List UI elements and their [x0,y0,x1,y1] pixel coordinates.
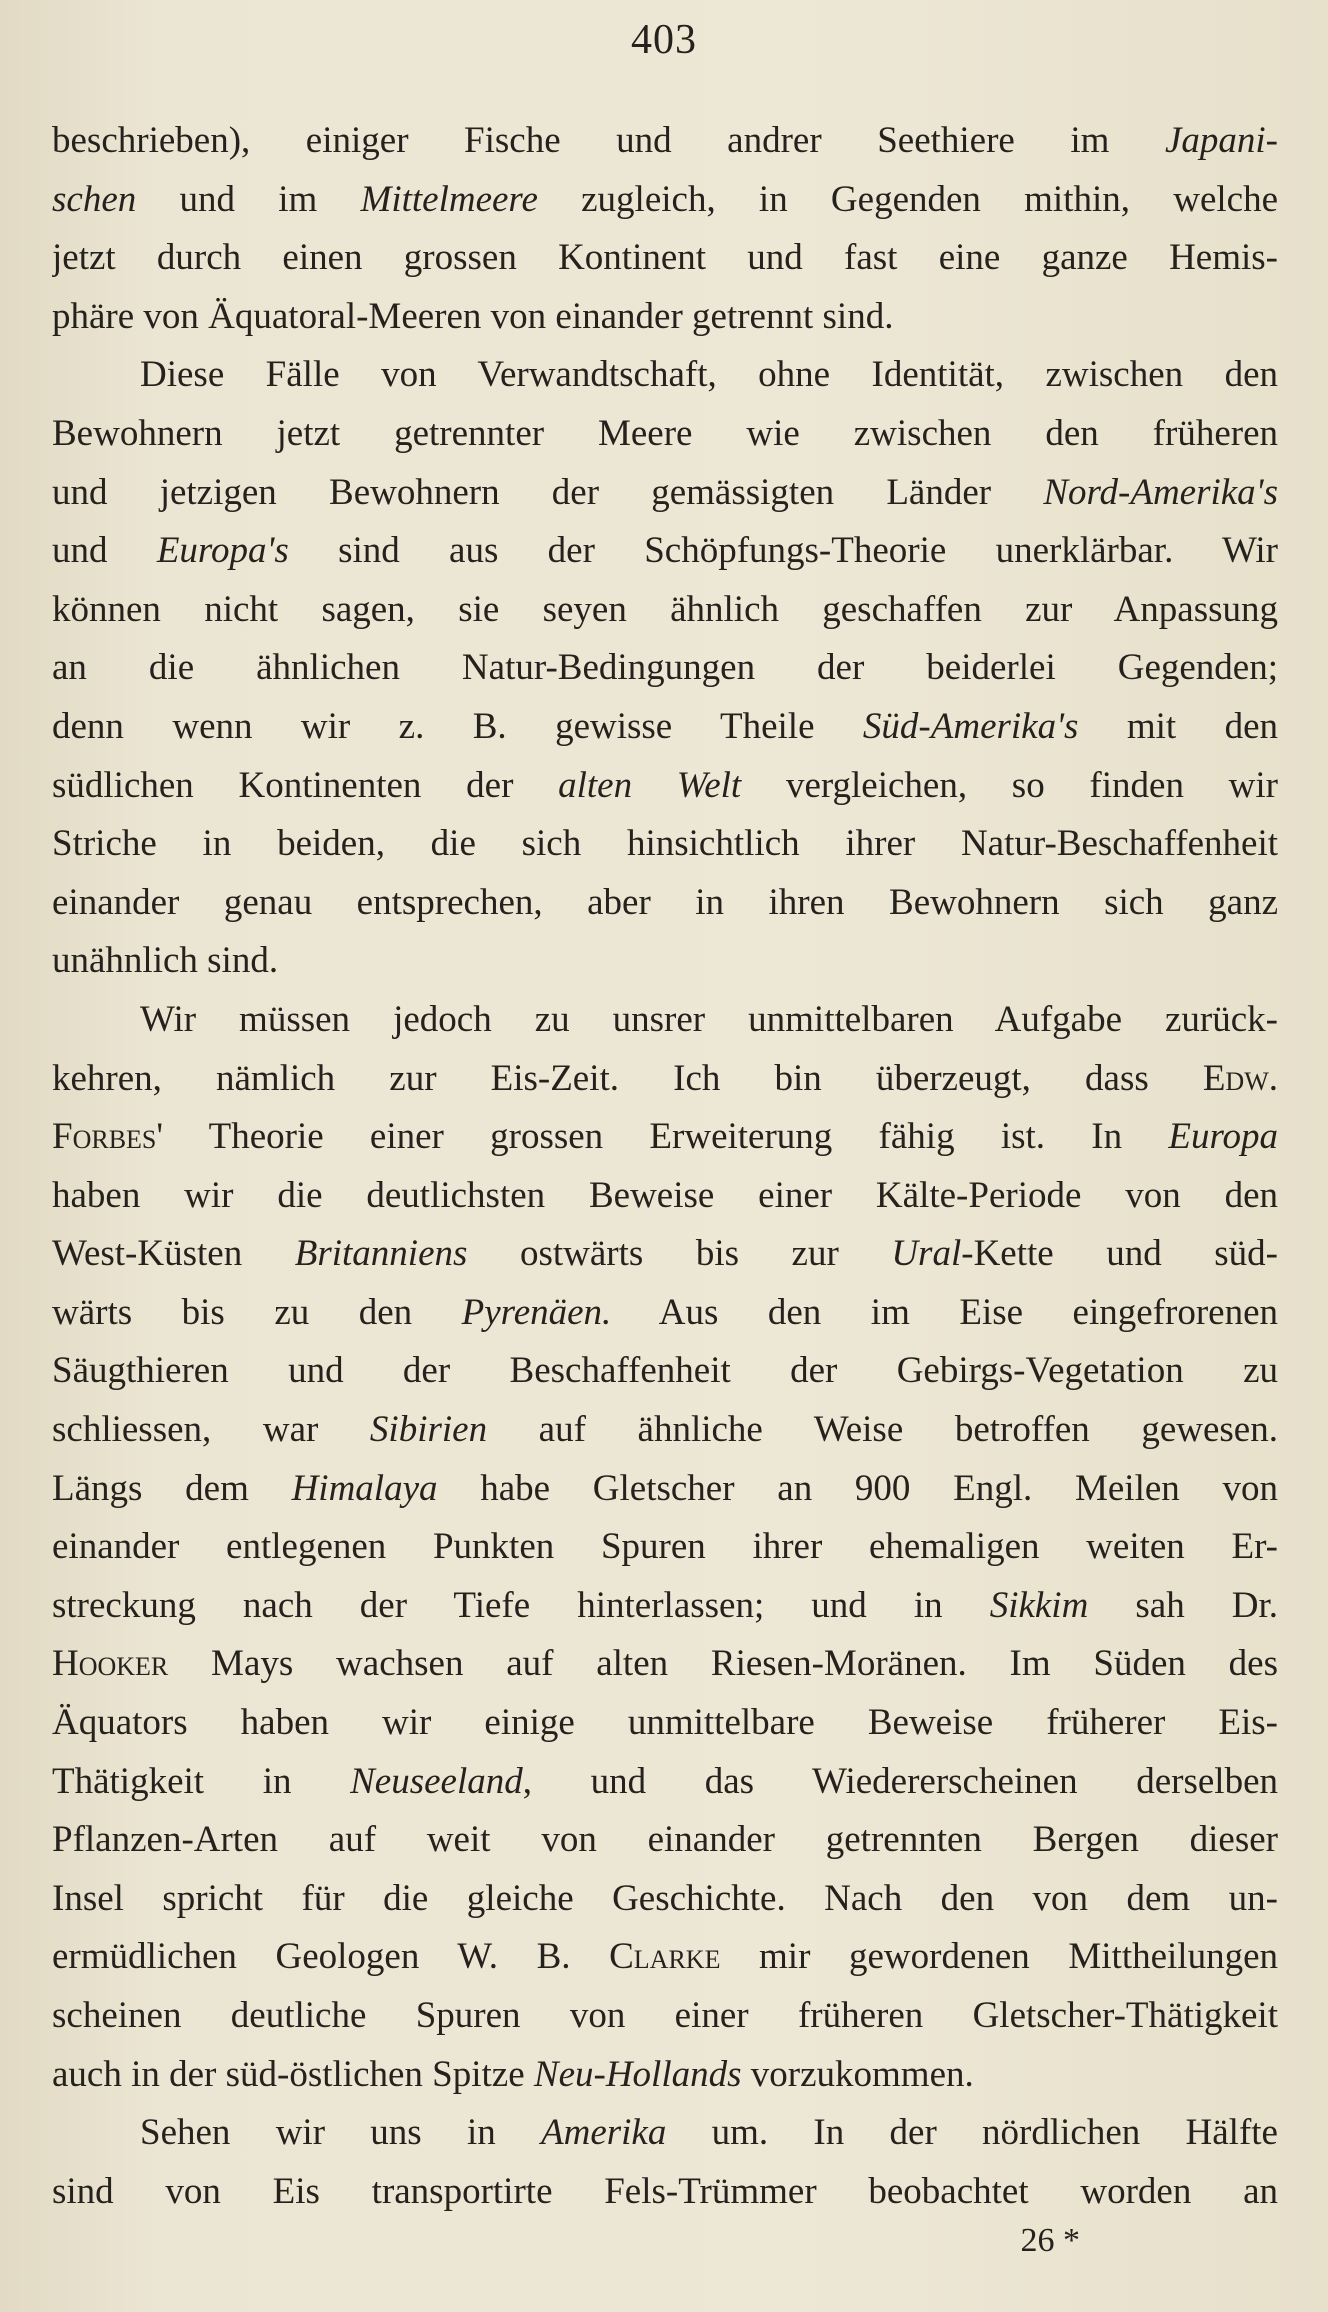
text-line [52,171,1278,230]
text-segment: Kette und süd- [973,1233,1278,1275]
italic-text: alten Welt [558,764,742,806]
text-line [52,932,1278,991]
text-segment: Bewohnern jetzt getrennter Meere wie zwischen den früheren [52,412,1278,454]
italic-text: Sikkim [989,1584,1089,1626]
text-segment: ostwärts bis zur [467,1233,892,1275]
italic-text: Mittelmeere [360,178,538,220]
text-segment: habe Gletscher an 900 Engl. Meilen von [437,1467,1278,1509]
italic-text: Japani- [1164,120,1278,161]
text-segment: vergleichen, so finden wir [741,764,1278,806]
text-segment: Thätigkeit in [52,1760,351,1802]
text-line [52,1050,1278,1109]
page-number: 403 [631,17,697,63]
text-line [52,1870,1278,1929]
text-line [52,1518,1278,1577]
text-line [52,405,1278,464]
text-line [52,1225,1278,1284]
printer-signature: 26 * [1020,2222,1080,2259]
text-segment: können nicht sagen, sie seyen ähnlich geschaffen zur Anpassung [52,588,1278,630]
text-line [52,1460,1278,1519]
text-segment: sah Dr. [1088,1584,1278,1626]
text-segment: wärts bis zu den [52,1291,462,1333]
text-segment: und im [136,178,361,220]
text-segment: haben wir die deutlichsten Beweise einer Kälte-Periode von den [52,1174,1278,1216]
text-segment: auch in der süd-östlichen Spitze [52,2053,534,2095]
italic-text: Amerika [541,2112,667,2154]
text-line [52,581,1278,640]
text-segment: denn wenn wir z. B. gewisse Theile [52,705,863,747]
text-line [52,1284,1278,1343]
italic-text: Europa [1168,1116,1278,1158]
text-segment: Diese Fälle von Verwandtschaft, ohne Identität, zwischen den [140,354,1278,396]
text-segment: sind aus der Schöpfungs-Theorie unerklärbar. Wir [288,530,1278,572]
text-line [52,2046,1278,2105]
small-caps-name: Forbes [52,1116,157,1158]
text-line [52,815,1278,874]
text-segment: südlichen Kontinenten der [52,764,559,806]
italic-text: schen [52,178,137,220]
text-segment: vorzukommen. [741,2053,974,2095]
italic-text: Neuseeland [350,1760,523,1802]
text-segment: einander entlegenen Punkten Spuren ihrer ehemaligen weiten Er- [52,1526,1278,1568]
text-segment: Äquators haben wir einige unmittelbare Beweise früherer Eis- [52,1702,1278,1744]
text-segment: schliessen, war [52,1409,370,1451]
text-segment: auf ähnliche Weise betroffen gewesen. [487,1409,1278,1451]
text-line [52,1811,1278,1870]
text-line [52,991,1278,1050]
text-line [52,1753,1278,1812]
text-segment: jetzt durch einen grossen Kontinent und fast eine ganze Hemis- [52,237,1278,279]
text-line [52,288,1278,347]
text-segment: scheinen deutliche Spuren von einer früheren Gletscher-Thätigkeit [52,1995,1278,2036]
text-line [52,1928,1278,1987]
text-segment: mit den [1078,705,1278,747]
text-segment: phäre von Äquatoral-Meeren von einander getrennt sind. [52,295,894,337]
text-segment: und [52,530,157,572]
text-line [52,1694,1278,1753]
text-segment: um. In der nördlichen Hälfte [666,2112,1278,2154]
text-segment: einander genau entsprechen, aber in ihren Bewohnern sich ganz [52,881,1278,923]
text-segment: Mays wachsen auf alten Riesen-Moränen. Im Süden des [168,1643,1278,1685]
text-segment: mir gewordenen Mittheilungen [720,1936,1278,1978]
text-segment: und jetzigen Bewohnern der gemässigten Länder [52,471,1044,513]
text-line [52,1342,1278,1401]
text-line [52,1635,1278,1694]
text-line [52,229,1278,288]
text-segment: zugleich, in Gegenden mithin, welche [537,178,1278,220]
small-caps-name: Edw. [1202,1057,1278,1099]
text-segment: an die ähnlichen Natur-Bedingungen der beiderlei Gegenden; [52,647,1278,689]
italic-text: Ural- [891,1233,974,1275]
text-line [52,639,1278,698]
text-segment: , und das Wiedererscheinen derselben [522,1760,1278,1802]
text-segment: Insel spricht für die gleiche Geschichte. Nach den von dem un- [52,1877,1278,1919]
italic-text: Süd-Amerika's [862,705,1079,747]
text-line [52,522,1278,581]
text-segment: Striche in beiden, die sich hinsichtlich ihrer Natur-Beschaffenheit [52,823,1278,865]
text-segment: Aus den im Eise eingefrorenen [611,1291,1278,1333]
italic-text: Britanniens [294,1233,468,1275]
small-caps-name: Hooker [52,1643,169,1685]
text-line [52,1987,1278,2046]
text-segment: unähnlich sind. [52,940,279,982]
italic-text: Himalaya [291,1467,438,1509]
text-line [52,698,1278,757]
italic-text: Pyrenäen. [461,1291,612,1333]
text-line [52,346,1278,405]
text-segment: Längs dem [52,1467,292,1509]
italic-text: Nord-Amerika's [1043,471,1278,513]
text-segment: beschrieben), einiger Fische und andrer Seethiere im [52,120,1165,161]
text-segment: ' Theorie einer grossen Erweiterung fähig ist. In [156,1116,1169,1158]
italic-text: Europa's [156,530,289,572]
text-segment: sind von Eis transportirte Fels-Trümmer beobachtet worden an [52,2170,1278,2212]
text-segment: Sehen wir uns in [140,2112,541,2154]
italic-text: Sibirien [369,1409,488,1451]
text-line [52,1167,1278,1226]
text-line [52,2163,1278,2222]
small-caps-name: Clarke [609,1936,721,1978]
text-segment: kehren, nämlich zur Eis-Zeit. Ich bin überzeugt, dass [52,1057,1203,1099]
text-segment: Säugthieren und der Beschaffenheit der Gebirgs-Vegetation zu [52,1350,1278,1392]
text-segment: Wir müssen jedoch zu unsrer unmittelbaren Aufgabe zurück- [140,998,1278,1040]
text-line [52,1108,1278,1167]
text-segment: Pflanzen-Arten auf weit von einander getrennten Bergen dieser [52,1819,1278,1861]
text-line [52,112,1278,171]
italic-text: Neu-Hollands [533,2053,742,2095]
text-line [52,1577,1278,1636]
text-line [52,874,1278,933]
text-segment: ermüdlichen Geologen W. B. [52,1936,610,1978]
text-line [52,2104,1278,2163]
text-segment: streckung nach der Tiefe hinterlassen; und in [52,1584,990,1626]
text-line [52,757,1278,816]
text-segment: West-Küsten [52,1233,295,1275]
text-line [52,1401,1278,1460]
text-line [52,464,1278,523]
body-text [52,112,1278,2221]
